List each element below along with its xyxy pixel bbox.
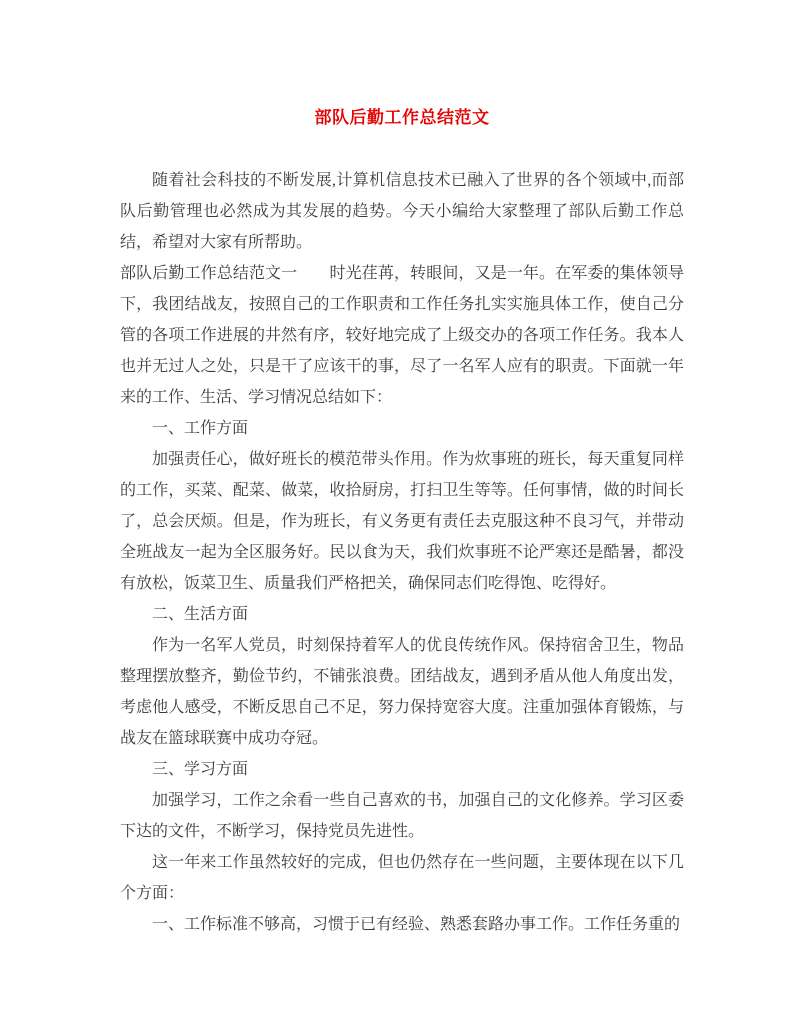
paragraph-intro: 随着社会科技的不断发展,计算机信息技术已融入了世界的各个领域中,而部队后勤管理也必然成为其发展的趋势。今天小编给大家整理了部队后勤工作总结，希望对大家有所帮助。: [120, 172, 684, 251]
paragraph-study: 加强学习，工作之余看一些自己喜欢的书，加强自己的文化修养。学习区委下达的文件，不断学习，保持党员先进性。: [120, 792, 684, 840]
document-body: [120, 165, 684, 940]
section-heading-life: 二、生活方面: [152, 606, 249, 623]
document-title: 部队后勤工作总结范文: [314, 108, 490, 127]
paragraph-problem-one: 一、工作标准不够高，习惯于已有经验、熟悉套路办事工作。工作任务重的: [152, 916, 681, 933]
section-heading-work: 一、工作方面: [152, 420, 249, 437]
paragraph-life: 作为一名军人党员，时刻保持着军人的优良传统作风。保持宿舍卫生，物品整理摆放整齐，勤俭节约，不铺张浪费。团结战友，遇到矛盾从他人角度出发，考虑他人感受，不断反思自己不足，努力保持宽容大度。注重加强体育锻炼，与战友在篮球联赛中成功夺冠。: [120, 637, 684, 747]
paragraph-problems-intro: 这一年来工作虽然较好的完成，但也仍然存在一些问题，主要体现在以下几个方面：: [120, 854, 684, 902]
paragraph-sample-one-lead: 部队后勤工作总结范文一 时光荏苒，转眼间，又是一年。在军委的集体领导下，我团结战友，按照自己的工作职责和工作任务扎实实施具体工作，使自己分管的各项工作进展的井然有序，较好地完成了上级交办的各项工作任务。我本人也并无过人之处，只是干了应该干的事，尽了一名军人应有的职责。下面就一年来的工作、生活、学习情况总结如下：: [120, 265, 684, 406]
section-heading-study: 三、学习方面: [152, 761, 249, 778]
paragraph-work: 加强责任心，做好班长的模范带头作用。作为炊事班的班长，每天重复同样的工作，买菜、配菜、做菜，收拾厨房，打扫卫生等等。任何事情，做的时间长了，总会厌烦。但是，作为班长，有义务更有责任去克服这种不良习气，并带动全班战友一起为全区服务好。民以食为天，我们炊事班不论严寒还是酷暑，都没有放松，饭菜卫生、质量我们严格把关，确保同志们吃得饱、吃得好。: [120, 451, 684, 592]
